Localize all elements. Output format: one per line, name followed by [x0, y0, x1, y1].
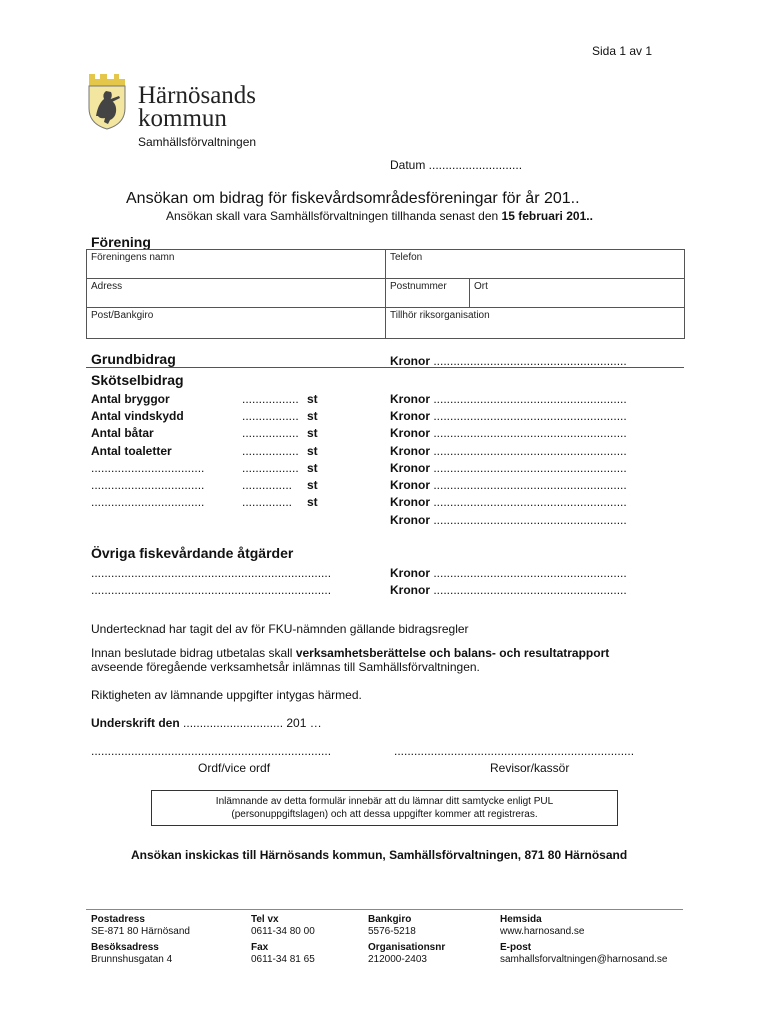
payment-text: Innan beslutade bidrag utbetalas skall — [91, 646, 296, 660]
grundbidrag-heading: Grundbidrag — [91, 351, 176, 367]
footer-heading: Bankgiro — [368, 914, 412, 925]
datum-field[interactable]: Datum ............................ — [390, 158, 523, 172]
kronor-field[interactable] — [390, 461, 627, 475]
divider — [86, 367, 684, 368]
st-unit: st — [307, 478, 318, 492]
st-unit: st — [307, 392, 318, 406]
logo-line1: Härnösands — [138, 82, 257, 109]
kronor-label: Kronor — [390, 566, 430, 580]
kronor-dots: .......................................................... — [430, 426, 627, 440]
kronor-label: Kronor — [390, 495, 430, 509]
email-link[interactable]: samhallsforvaltningen@harnosand.se — [500, 954, 668, 965]
page-title: Ansökan om bidrag för fiskevårdsområdesföreningar för år 201.. — [126, 190, 580, 207]
adress-field[interactable]: Adress — [91, 281, 123, 292]
divider — [469, 278, 470, 307]
row-label: Antal toaletter — [91, 444, 172, 458]
kronor-label: Kronor — [390, 583, 430, 597]
count-field[interactable]: ................. — [242, 426, 299, 440]
signature-year: 201 … — [283, 716, 322, 730]
signature-date-label: Underskrift den — [91, 716, 180, 730]
postbankgiro-field[interactable]: Post/Bankgiro — [91, 310, 154, 321]
footer-divider — [86, 909, 683, 910]
footer-value: Brunnshusgatan 4 — [91, 954, 173, 965]
footer-value: 0611-34 81 65 — [251, 954, 315, 965]
ovriga-heading: Övriga fiskevårdande åtgärder — [91, 545, 294, 561]
kronor-label: Kronor — [390, 354, 430, 368]
rules-statement: Undertecknad har tagit del av för FKU-nämnden gällande bidragsregler — [91, 622, 469, 636]
st-unit: st — [307, 426, 318, 440]
footer-heading: E-post — [500, 942, 532, 953]
custom-item-field[interactable]: .................................. — [91, 461, 205, 475]
kronor-dots: .......................................................... — [430, 583, 627, 597]
subtitle-text: Ansökan skall vara Samhällsförvaltningen tillhanda senast den — [166, 209, 502, 223]
kronor-label: Kronor — [390, 513, 430, 527]
divider — [385, 249, 386, 338]
page-subtitle — [166, 209, 593, 223]
kronor-field[interactable] — [390, 583, 627, 597]
signature-date-dots: .............................. — [179, 716, 284, 730]
kronor-total-field[interactable] — [390, 513, 627, 527]
kronor-dots: .......................................................... — [430, 461, 627, 475]
ort-field[interactable]: Ort — [474, 281, 488, 292]
kronor-label: Kronor — [390, 426, 430, 440]
signature-date-field[interactable] — [91, 716, 322, 730]
footer-heading: Postadress — [91, 914, 145, 925]
kronor-dots: .......................................................... — [430, 354, 627, 368]
required-documents: verksamhetsberättelse och balans- och resultatrapport — [295, 646, 610, 660]
st-unit: st — [307, 461, 318, 475]
custom-item-field[interactable]: .................................. — [91, 495, 205, 509]
custom-item-field[interactable]: .................................. — [91, 478, 205, 492]
footer-heading: Organisationsnr — [368, 942, 446, 953]
send-to-address: Ansökan inskickas till Härnösands kommun, Samhällsförvaltningen, 871 80 Härnösand — [131, 848, 628, 862]
forening-heading: Förening — [91, 234, 151, 250]
count-field[interactable]: ............... — [242, 478, 293, 492]
postnummer-field[interactable]: Postnummer — [390, 281, 447, 292]
kronor-label: Kronor — [390, 461, 430, 475]
kronor-label: Kronor — [390, 444, 430, 458]
kronor-dots: .......................................................... — [430, 478, 627, 492]
row-label: Antal bryggor — [91, 392, 170, 406]
certification-statement: Riktigheten av lämnande uppgifter intygas härmed. — [91, 688, 362, 702]
kronor-label: Kronor — [390, 409, 430, 423]
kronor-field[interactable] — [390, 495, 627, 509]
footer-value: 0611-34 80 00 — [251, 926, 315, 937]
pul-notice-line2: (personuppgiftslagen) och att dessa uppgifter kommer att registreras. — [231, 809, 538, 820]
kronor-field[interactable] — [390, 566, 627, 580]
deadline-date: 15 februari 201.. — [501, 209, 593, 223]
ovriga-line-field[interactable]: ........................................................................ — [91, 566, 332, 580]
pul-notice-line1: Inlämnande av detta formulär innebär att du lämnar ditt samtycke enligt PUL — [215, 796, 554, 807]
skotselbidrag-heading: Skötselbidrag — [91, 372, 184, 388]
telefon-field[interactable]: Telefon — [390, 252, 423, 263]
row-label: Antal båtar — [91, 426, 154, 440]
kronor-dots: .......................................................... — [430, 444, 627, 458]
department-name: Samhällsförvaltningen — [138, 135, 257, 149]
kronor-field[interactable] — [390, 478, 627, 492]
logo-line2: kommun — [138, 105, 227, 132]
kronor-dots: .......................................................... — [430, 513, 627, 527]
website-link[interactable]: www.harnosand.se — [500, 926, 585, 937]
kronor-label: Kronor — [390, 478, 430, 492]
count-field[interactable]: ................. — [242, 392, 299, 406]
footer-value: 212000-2403 — [368, 954, 427, 965]
signature-line-right[interactable]: ........................................................................ — [394, 744, 635, 758]
grundbidrag-kronor-field[interactable] — [390, 354, 627, 368]
kronor-field[interactable] — [390, 444, 627, 458]
count-field[interactable]: ................. — [242, 444, 299, 458]
kronor-dots: .......................................................... — [430, 392, 627, 406]
signature-label-auditor: Revisor/kassör — [490, 761, 570, 775]
footer-heading: Besöksadress — [91, 942, 159, 953]
st-unit: st — [307, 409, 318, 423]
kronor-label: Kronor — [390, 392, 430, 406]
kronor-dots: .......................................................... — [430, 409, 627, 423]
st-unit: st — [307, 495, 318, 509]
riksorganisation-field[interactable]: Tillhör riksorganisation — [390, 310, 490, 321]
payment-statement — [91, 646, 609, 660]
footer-value: 5576-5218 — [368, 926, 416, 937]
footer-value: SE-871 80 Härnösand — [91, 926, 190, 937]
page-number: Sida 1 av 1 — [592, 44, 653, 58]
kronor-field[interactable] — [390, 409, 627, 423]
kronor-dots: .......................................................... — [430, 566, 627, 580]
row-label: Antal vindskydd — [91, 409, 184, 423]
foreningens-namn-field[interactable]: Föreningens namn — [91, 252, 175, 263]
coat-of-arms-icon — [86, 72, 128, 130]
payment-statement-line2: avseende föregående verksamhetsår inlämnas till Samhällsförvaltningen. — [91, 660, 480, 674]
st-unit: st — [307, 444, 318, 458]
kronor-field[interactable] — [390, 392, 627, 406]
count-field[interactable]: ............... — [242, 495, 293, 509]
count-field[interactable]: ................. — [242, 461, 299, 475]
kronor-field[interactable] — [390, 426, 627, 440]
count-field[interactable]: ................. — [242, 409, 299, 423]
kronor-dots: .......................................................... — [430, 495, 627, 509]
footer-heading: Hemsida — [500, 914, 542, 925]
ovriga-line-field[interactable]: ........................................................................ — [91, 583, 332, 597]
footer-heading: Fax — [251, 942, 269, 953]
signature-line-left[interactable]: ........................................................................ — [91, 744, 332, 758]
signature-label-chair: Ordf/vice ordf — [198, 761, 271, 775]
footer-heading: Tel vx — [251, 914, 279, 925]
